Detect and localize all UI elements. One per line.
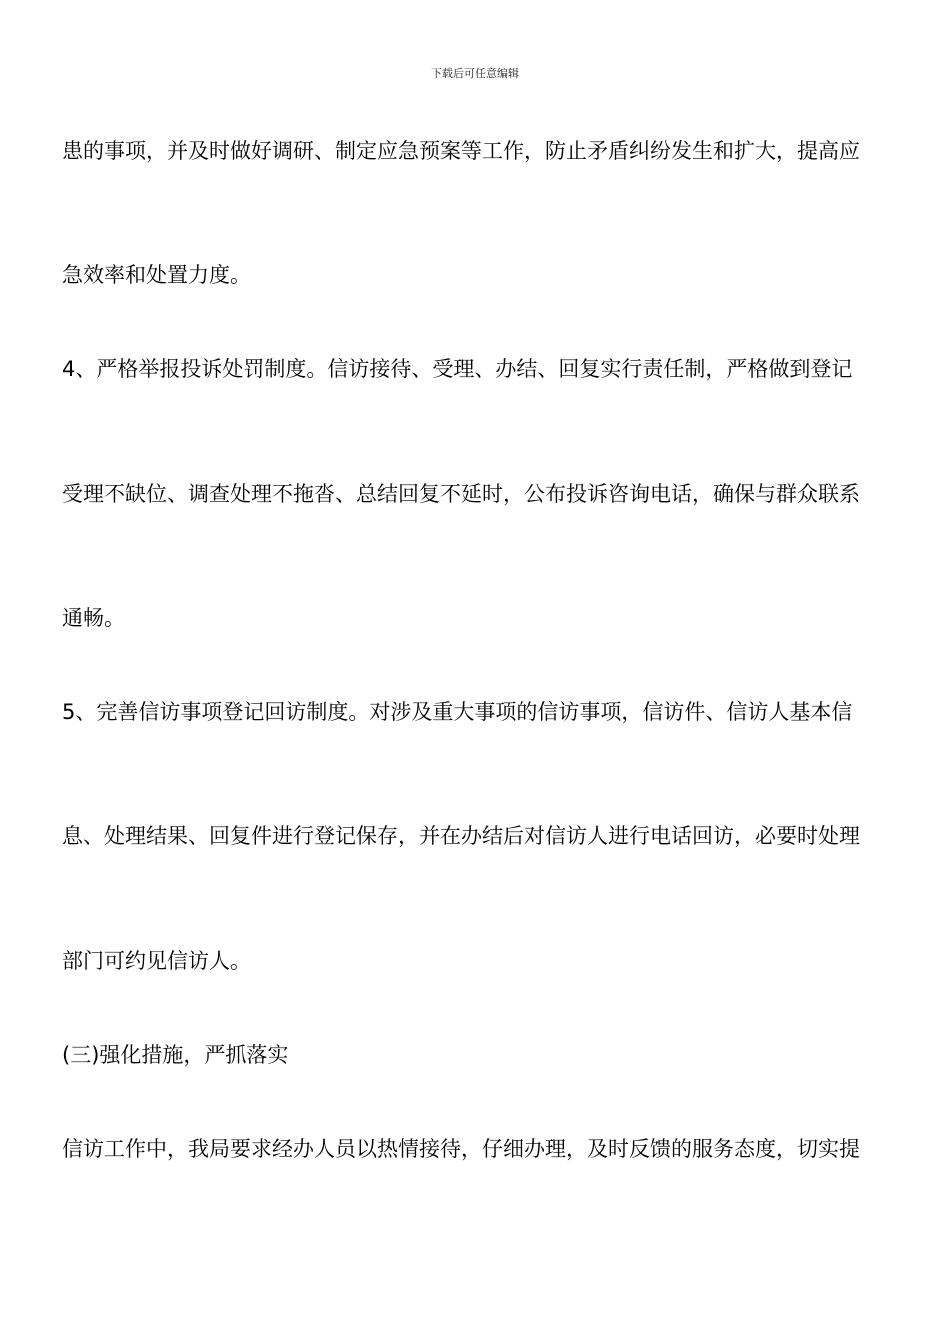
body-line: 信访工作中，我局要求经办人员以热情接待，仔细办理，及时反馈的服务态度，切实提 <box>62 1137 860 1161</box>
body-line: 患的事项，并及时做好调研、制定应急预案等工作，防止矛盾纠纷发生和扩大，提高应 <box>62 139 860 163</box>
body-line: 部门可约见信访人。 <box>62 949 251 973</box>
section-heading: (三)强化措施，严抓落实 <box>62 1043 289 1067</box>
body-line: 4、严格举报投诉处罚制度。信访接待、受理、办结、回复实行责任制，严格做到登记 <box>62 357 853 381</box>
body-line: 5、完善信访事项登记回访制度。对涉及重大事项的信访事项，信访件、信访人基本信 <box>62 700 853 724</box>
body-line: 受理不缺位、调查处理不拖沓、总结回复不延时，公布投诉咨询电话，确保与群众联系 <box>62 482 860 506</box>
body-line: 通畅。 <box>62 606 125 630</box>
body-line: 息、处理结果、回复件进行登记保存，并在办结后对信访人进行电话回访，必要时处理 <box>62 824 860 848</box>
body-line: 急效率和处置力度。 <box>62 263 251 287</box>
header-note: 下载后可任意编辑 <box>431 67 519 80</box>
